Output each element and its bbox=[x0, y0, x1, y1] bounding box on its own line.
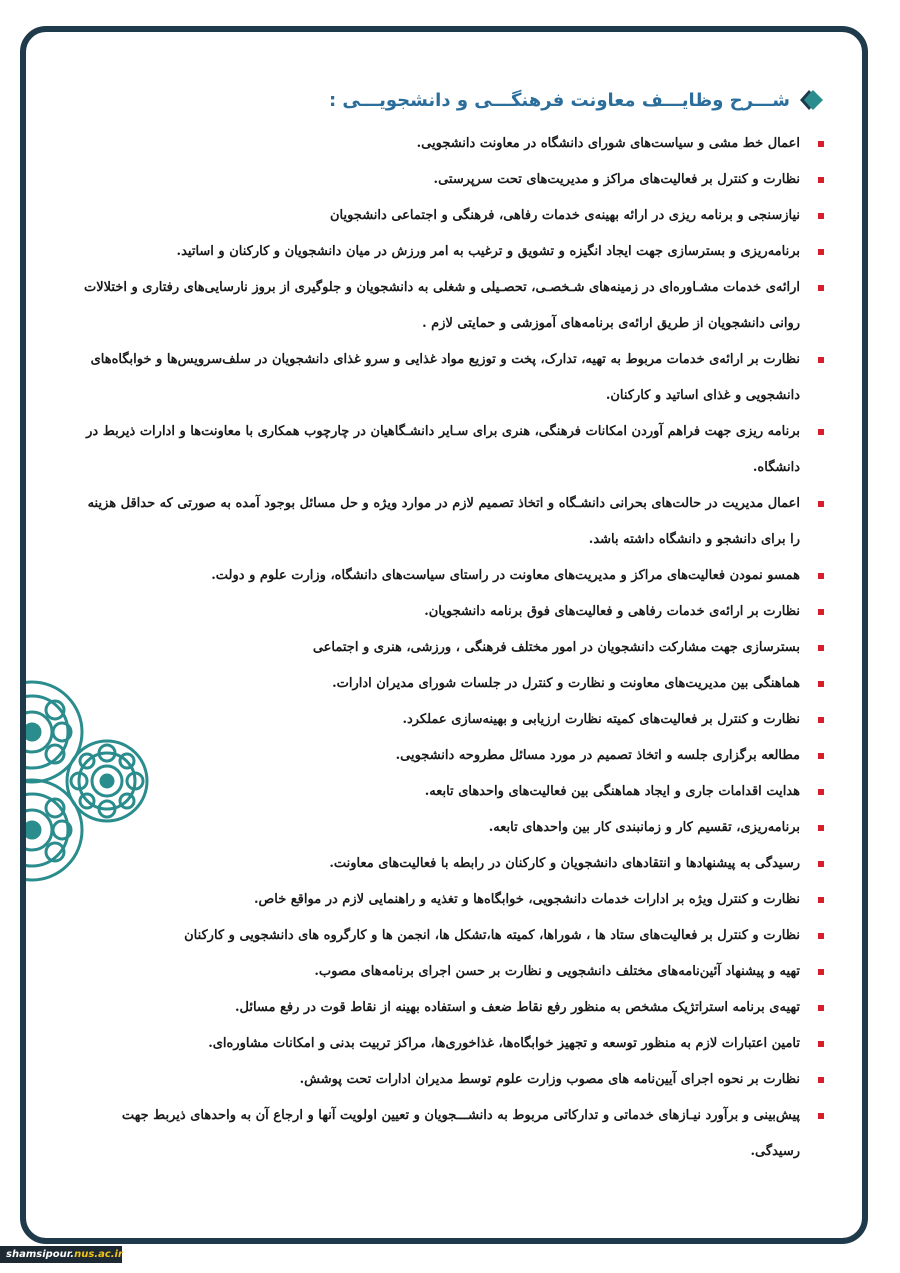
duty-item bbox=[76, 270, 826, 342]
duty-text: نظارت و کنترل ویژه بر ادارات خدمات دانشجویی، خوابگاه‌ها و تغذیه و راهنمایی لازم در مواقع خاص. bbox=[254, 892, 800, 907]
duty-text: نظارت و کنترل بر فعالیت‌های مراکز و مدیریت‌های تحت سرپرستی. bbox=[433, 172, 800, 187]
duty-text: برنامه‌ریزی، تقسیم کار و زمانبندی کار بین واحدهای تابعه. bbox=[488, 820, 800, 835]
duty-item bbox=[76, 918, 826, 954]
duty-text: تهیه و پیشنهاد آئین‌نامه‌های مختلف دانشجویی و نظارت بر حسن اجرای برنامه‌های مصوب. bbox=[314, 964, 800, 979]
bullet-icon bbox=[818, 717, 824, 723]
bullet-icon bbox=[818, 249, 824, 255]
duty-item bbox=[76, 702, 826, 738]
duty-item bbox=[76, 738, 826, 774]
bullet-icon bbox=[818, 861, 824, 867]
bullet-icon bbox=[818, 969, 824, 975]
duty-text: اعمال خط مشی و سیاست‌های شورای دانشگاه در معاونت دانشجویی. bbox=[416, 136, 800, 151]
duty-text: نظارت بر ارائه‌ی خدمات مربوط به تهیه، تدارک، پخت و توزیع مواد غذایی و سرو غذای دانشجویان در سلف‌سرویس‌ها و خوابگاه‌های دانشجویی و غذای اساتید و کارکنان. bbox=[90, 352, 800, 403]
duty-item bbox=[76, 126, 826, 162]
duty-text: اعمال مدیریت در حالت‌های بحرانی دانشـگاه و اتخاذ تصمیم لازم در موارد ویژه و حل مسائل بوجود آمده به صورتی که حداقل هزینه را برای دانشجو و دانشگاه داشته باشد. bbox=[87, 496, 800, 547]
bullet-icon bbox=[818, 681, 824, 687]
duty-text: نیازسنجی و برنامه ریزی در ارائه بهینه‌ی خدمات رفاهی، فرهنگی و اجتماعی دانشجویان bbox=[329, 208, 800, 223]
duty-item bbox=[76, 342, 826, 414]
duty-text: پیش‌بینی و برآورد نیـازهای خدماتی و تدارکاتی مربوط به دانشـــجویان و تعیین اولویت آنها و ارجاع آن به واحدهای ذیربط جهت رسیدگی. bbox=[121, 1108, 800, 1159]
duty-item bbox=[76, 594, 826, 630]
duty-text: هماهنگی بین مدیریت‌های معاونت و نظارت و کنترل در جلسات شورای مدیران ادارات. bbox=[332, 676, 800, 691]
duty-item bbox=[76, 486, 826, 558]
bullet-icon bbox=[818, 501, 824, 507]
bullet-icon bbox=[818, 429, 824, 435]
duty-item bbox=[76, 162, 826, 198]
site-tag[interactable] bbox=[0, 1246, 122, 1263]
duties-section bbox=[76, 84, 826, 1170]
duty-text: مطالعه برگزاری جلسه و اتخاذ تصمیم در مورد مسائل مطروحه دانشجویی. bbox=[395, 748, 800, 763]
bullet-icon bbox=[818, 1041, 824, 1047]
duty-item bbox=[76, 774, 826, 810]
duty-item bbox=[76, 198, 826, 234]
bullet-icon bbox=[818, 1005, 824, 1011]
duty-item bbox=[76, 630, 826, 666]
bullet-icon bbox=[818, 141, 824, 147]
bullet-icon bbox=[818, 609, 824, 615]
duty-text: نظارت بر ارائه‌ی خدمات رفاهی و فعالیت‌های فوق برنامه دانشجویان. bbox=[424, 604, 800, 619]
bullet-icon bbox=[818, 789, 824, 795]
duty-item bbox=[76, 846, 826, 882]
duty-text: بسترسازی جهت مشارکت دانشجویان در امور مختلف فرهنگی ، ورزشی، هنری و اجتماعی bbox=[312, 640, 800, 655]
duty-item bbox=[76, 666, 826, 702]
bullet-icon bbox=[818, 1113, 824, 1119]
bullet-icon bbox=[818, 573, 824, 579]
duty-text: برنامه‌ریزی و بسترسازی جهت ایجاد انگیزه و تشویق و ترغیب به امر ورزش در میان دانشجویان و کارکنان و اساتید. bbox=[176, 244, 800, 259]
diamond-chevron-icon bbox=[800, 87, 826, 113]
duty-text: نظارت بر نحوه اجرای آیین‌نامه های مصوب وزارت علوم توسط مدیران ادارات تحت پوشش. bbox=[299, 1072, 800, 1087]
bullet-icon bbox=[818, 753, 824, 759]
duty-item bbox=[76, 414, 826, 486]
bullet-icon bbox=[818, 213, 824, 219]
duty-text: تهیه‌ی برنامه استراتژیک مشخص به منظور رفع نقاط ضعف و استفاده بهینه از نقاط قوت در رفع مسائل. bbox=[234, 1000, 800, 1015]
duty-item bbox=[76, 234, 826, 270]
duty-item bbox=[76, 882, 826, 918]
duty-item bbox=[76, 810, 826, 846]
duty-text: رسیدگی به پیشنهادها و انتقادهای دانشجویان و کارکنان در رابطه با فعالیت‌های معاونت. bbox=[329, 856, 800, 871]
duty-item bbox=[76, 1098, 826, 1170]
duty-item bbox=[76, 954, 826, 990]
duty-text: نظارت و کنترل بر فعالیت‌های کمیته نظارت ارزیابی و بهینه‌سازی عملکرد. bbox=[402, 712, 800, 727]
site-name: shamsipour. bbox=[6, 1249, 75, 1260]
duty-text: تامین اعتبارات لازم به منظور توسعه و تجهیز خوابگاه‌ها، غذاخوری‌ها، مراکز تربیت بدنی و امکانات مشاوره‌ای. bbox=[208, 1036, 800, 1051]
section-header bbox=[76, 84, 826, 116]
bullet-icon bbox=[818, 357, 824, 363]
duty-text: ارائه‌ی خدمات مشـاوره‌ای در زمینه‌های شـخصـی، تحصـیلی و شغلی به دانشجویان و جلوگیری از بروز نارسایی‌های رفتاری و اختلالات روانی دانشجویان از طریق ارائه‌ی برنامه‌های آموزشی و حمایتی لازم . bbox=[83, 280, 800, 331]
duty-item bbox=[76, 1026, 826, 1062]
duty-text: هدایت اقدامات جاری و ایجاد هماهنگی بین فعالیت‌های واحدهای تابعه. bbox=[424, 784, 800, 799]
bullet-icon bbox=[818, 933, 824, 939]
duty-text: برنامه ریزی جهت فراهم آوردن امکانات فرهنگی، هنری برای سـایر دانشـگاهیان در چارچوب همکاری با معاونت‌ها و ادارات ذیربط در دانشگاه. bbox=[86, 424, 800, 475]
duties-list bbox=[76, 126, 826, 1170]
bullet-icon bbox=[818, 1077, 824, 1083]
page-frame bbox=[20, 26, 868, 1244]
duty-item bbox=[76, 990, 826, 1026]
duty-item bbox=[76, 1062, 826, 1098]
bullet-icon bbox=[818, 177, 824, 183]
bullet-icon bbox=[818, 645, 824, 651]
site-domain: nus.ac.ir bbox=[74, 1249, 123, 1260]
bullet-icon bbox=[818, 897, 824, 903]
bullet-icon bbox=[818, 825, 824, 831]
duty-item bbox=[76, 558, 826, 594]
duty-text: همسو نمودن فعالیت‌های مراکز و مدیریت‌های معاونت در راستای سیاست‌های دانشگاه، وزارت علوم و دولت. bbox=[211, 568, 800, 583]
section-title: شـــرح وظایـــف معاونت فرهنگـــی و دانشجویـــی : bbox=[328, 89, 790, 111]
duty-text: نظارت و کنترل بر فعالیت‌های ستاد ها ، شوراها، کمیته ها،تشکل ها، انجمن ها و کارگروه های دانشجویی و کارکنان bbox=[184, 928, 800, 943]
bullet-icon bbox=[818, 285, 824, 291]
